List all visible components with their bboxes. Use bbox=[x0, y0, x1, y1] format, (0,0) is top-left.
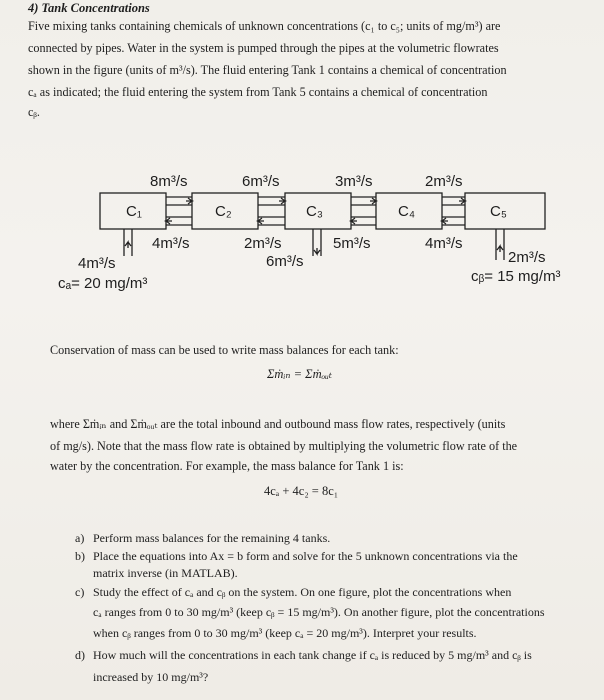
task-line: cₐ ranges from 0 to 30 mg/m³ (keep cᵦ = 15 mg/m³). On another figure, plot the concentrations bbox=[93, 605, 545, 619]
arrow-right-icon bbox=[459, 198, 465, 204]
task-c bbox=[75, 585, 511, 600]
outlet-flow-label: 6m³/s bbox=[266, 253, 304, 270]
arrow-down-icon bbox=[314, 248, 320, 254]
task-tag: b) bbox=[75, 549, 85, 563]
arrow-left-icon bbox=[166, 218, 172, 224]
task-tag: d) bbox=[75, 648, 85, 662]
task-line: Study the effect of cₐ and cᵦ on the system. On one figure, plot the concentrations when bbox=[93, 585, 512, 599]
intro-line: shown in the figure (units of m³/s). The fluid entering Tank 1 contains a chemical of concentration bbox=[28, 63, 507, 77]
arrow-up-icon bbox=[125, 242, 131, 248]
task-line: matrix inverse (in MATLAB). bbox=[93, 566, 238, 580]
task-line: Perform mass balances for the remaining 4 tanks. bbox=[93, 531, 331, 545]
task-c-cont bbox=[93, 626, 477, 641]
intro-line: connected by pipes. Water in the system is pumped through the pipes at the volumetric flowrates bbox=[28, 41, 499, 55]
task-d-cont bbox=[93, 670, 208, 685]
flow-top-4-5: 2m³/s bbox=[425, 173, 463, 190]
flow-bottom-4-3: 5m³/s bbox=[333, 235, 371, 252]
tank-5-label: C₅ bbox=[490, 203, 507, 220]
tank-4-label: C₄ bbox=[398, 203, 415, 220]
task-a bbox=[75, 531, 330, 546]
where-line: where Σṁᵢₙ and Σṁₒᵤₜ are the total inbound and outbound mass flow rates, respectively (units bbox=[50, 417, 506, 431]
task-d bbox=[75, 648, 532, 663]
flow-top-1-2: 8m³/s bbox=[150, 173, 188, 190]
arrow-right-icon bbox=[279, 198, 285, 204]
flow-top-3-4: 3m³/s bbox=[335, 173, 373, 190]
task-line: increased by 10 mg/m³? bbox=[93, 670, 209, 684]
tank-network-diagram bbox=[0, 150, 604, 320]
flow-bottom-2-1: 4m³/s bbox=[152, 235, 190, 252]
problem-heading: 4) Tank Concentrations bbox=[28, 1, 150, 15]
intro-line: Five mixing tanks containing chemicals of unknown concentrations (c₁ to c₅; units of mg/m³) are bbox=[28, 19, 501, 33]
task-tag: a) bbox=[75, 531, 85, 545]
inlet-flow-label: 4m³/s bbox=[78, 255, 116, 272]
tank-3-label: C₃ bbox=[306, 203, 323, 220]
arrow-up-icon bbox=[497, 246, 503, 252]
intro-line: cᵦ. bbox=[28, 105, 40, 119]
arrow-left-icon bbox=[442, 218, 448, 224]
flow-bottom-5-4: 4m³/s bbox=[425, 235, 463, 252]
tank-2-label: C₂ bbox=[215, 203, 232, 220]
arrow-right-icon bbox=[370, 198, 376, 204]
task-b bbox=[75, 549, 518, 564]
where-line: of mg/s). Note that the mass flow rate is obtained by multiplying the volumetric flow rate of the bbox=[50, 439, 518, 453]
task-c-cont bbox=[93, 605, 545, 620]
arrow-right-icon bbox=[186, 198, 192, 204]
task-line: when cᵦ ranges from 0 to 30 mg/m³ (keep cₐ = 20 mg/m³). Interpret your results. bbox=[93, 626, 477, 640]
task-line: Place the equations into Ax = b form and solve for the 5 unknown concentrations via the bbox=[93, 549, 518, 563]
inlet-pipe-tank-5 bbox=[496, 229, 504, 260]
arrow-left-icon bbox=[258, 218, 264, 224]
intro-line: cₐ as indicated; the fluid entering the system from Tank 5 contains a chemical of concentration bbox=[28, 85, 488, 99]
task-b-cont bbox=[93, 566, 238, 581]
tank1-mass-balance: 4cₐ + 4c₂ = 8c₁ bbox=[264, 484, 339, 498]
task-tag: c) bbox=[75, 585, 85, 599]
where-line: water by the concentration. For example, the mass balance for Tank 1 is: bbox=[50, 459, 404, 473]
conservation-intro: Conservation of mass can be used to write mass balances for each tank: bbox=[50, 343, 399, 357]
flow-top-2-3: 6m³/s bbox=[242, 173, 280, 190]
inlet-concentration-label: cₐ= 20 mg/m³ bbox=[58, 275, 148, 292]
tank5-inlet-flow-label: 2m³/s bbox=[508, 249, 546, 266]
tank-1-label: C₁ bbox=[126, 203, 142, 220]
task-line: How much will the concentrations in each tank change if cₐ is reduced by 5 mg/m³ and cᵦ is bbox=[93, 648, 532, 662]
arrow-left-icon bbox=[351, 218, 357, 224]
flow-bottom-3-2: 2m³/s bbox=[244, 235, 282, 252]
conservation-equation: Σṁᵢₙ = Σṁₒᵤₜ bbox=[267, 367, 332, 381]
tank5-inlet-concentration-label: cᵦ= 15 mg/m³ bbox=[471, 268, 561, 285]
